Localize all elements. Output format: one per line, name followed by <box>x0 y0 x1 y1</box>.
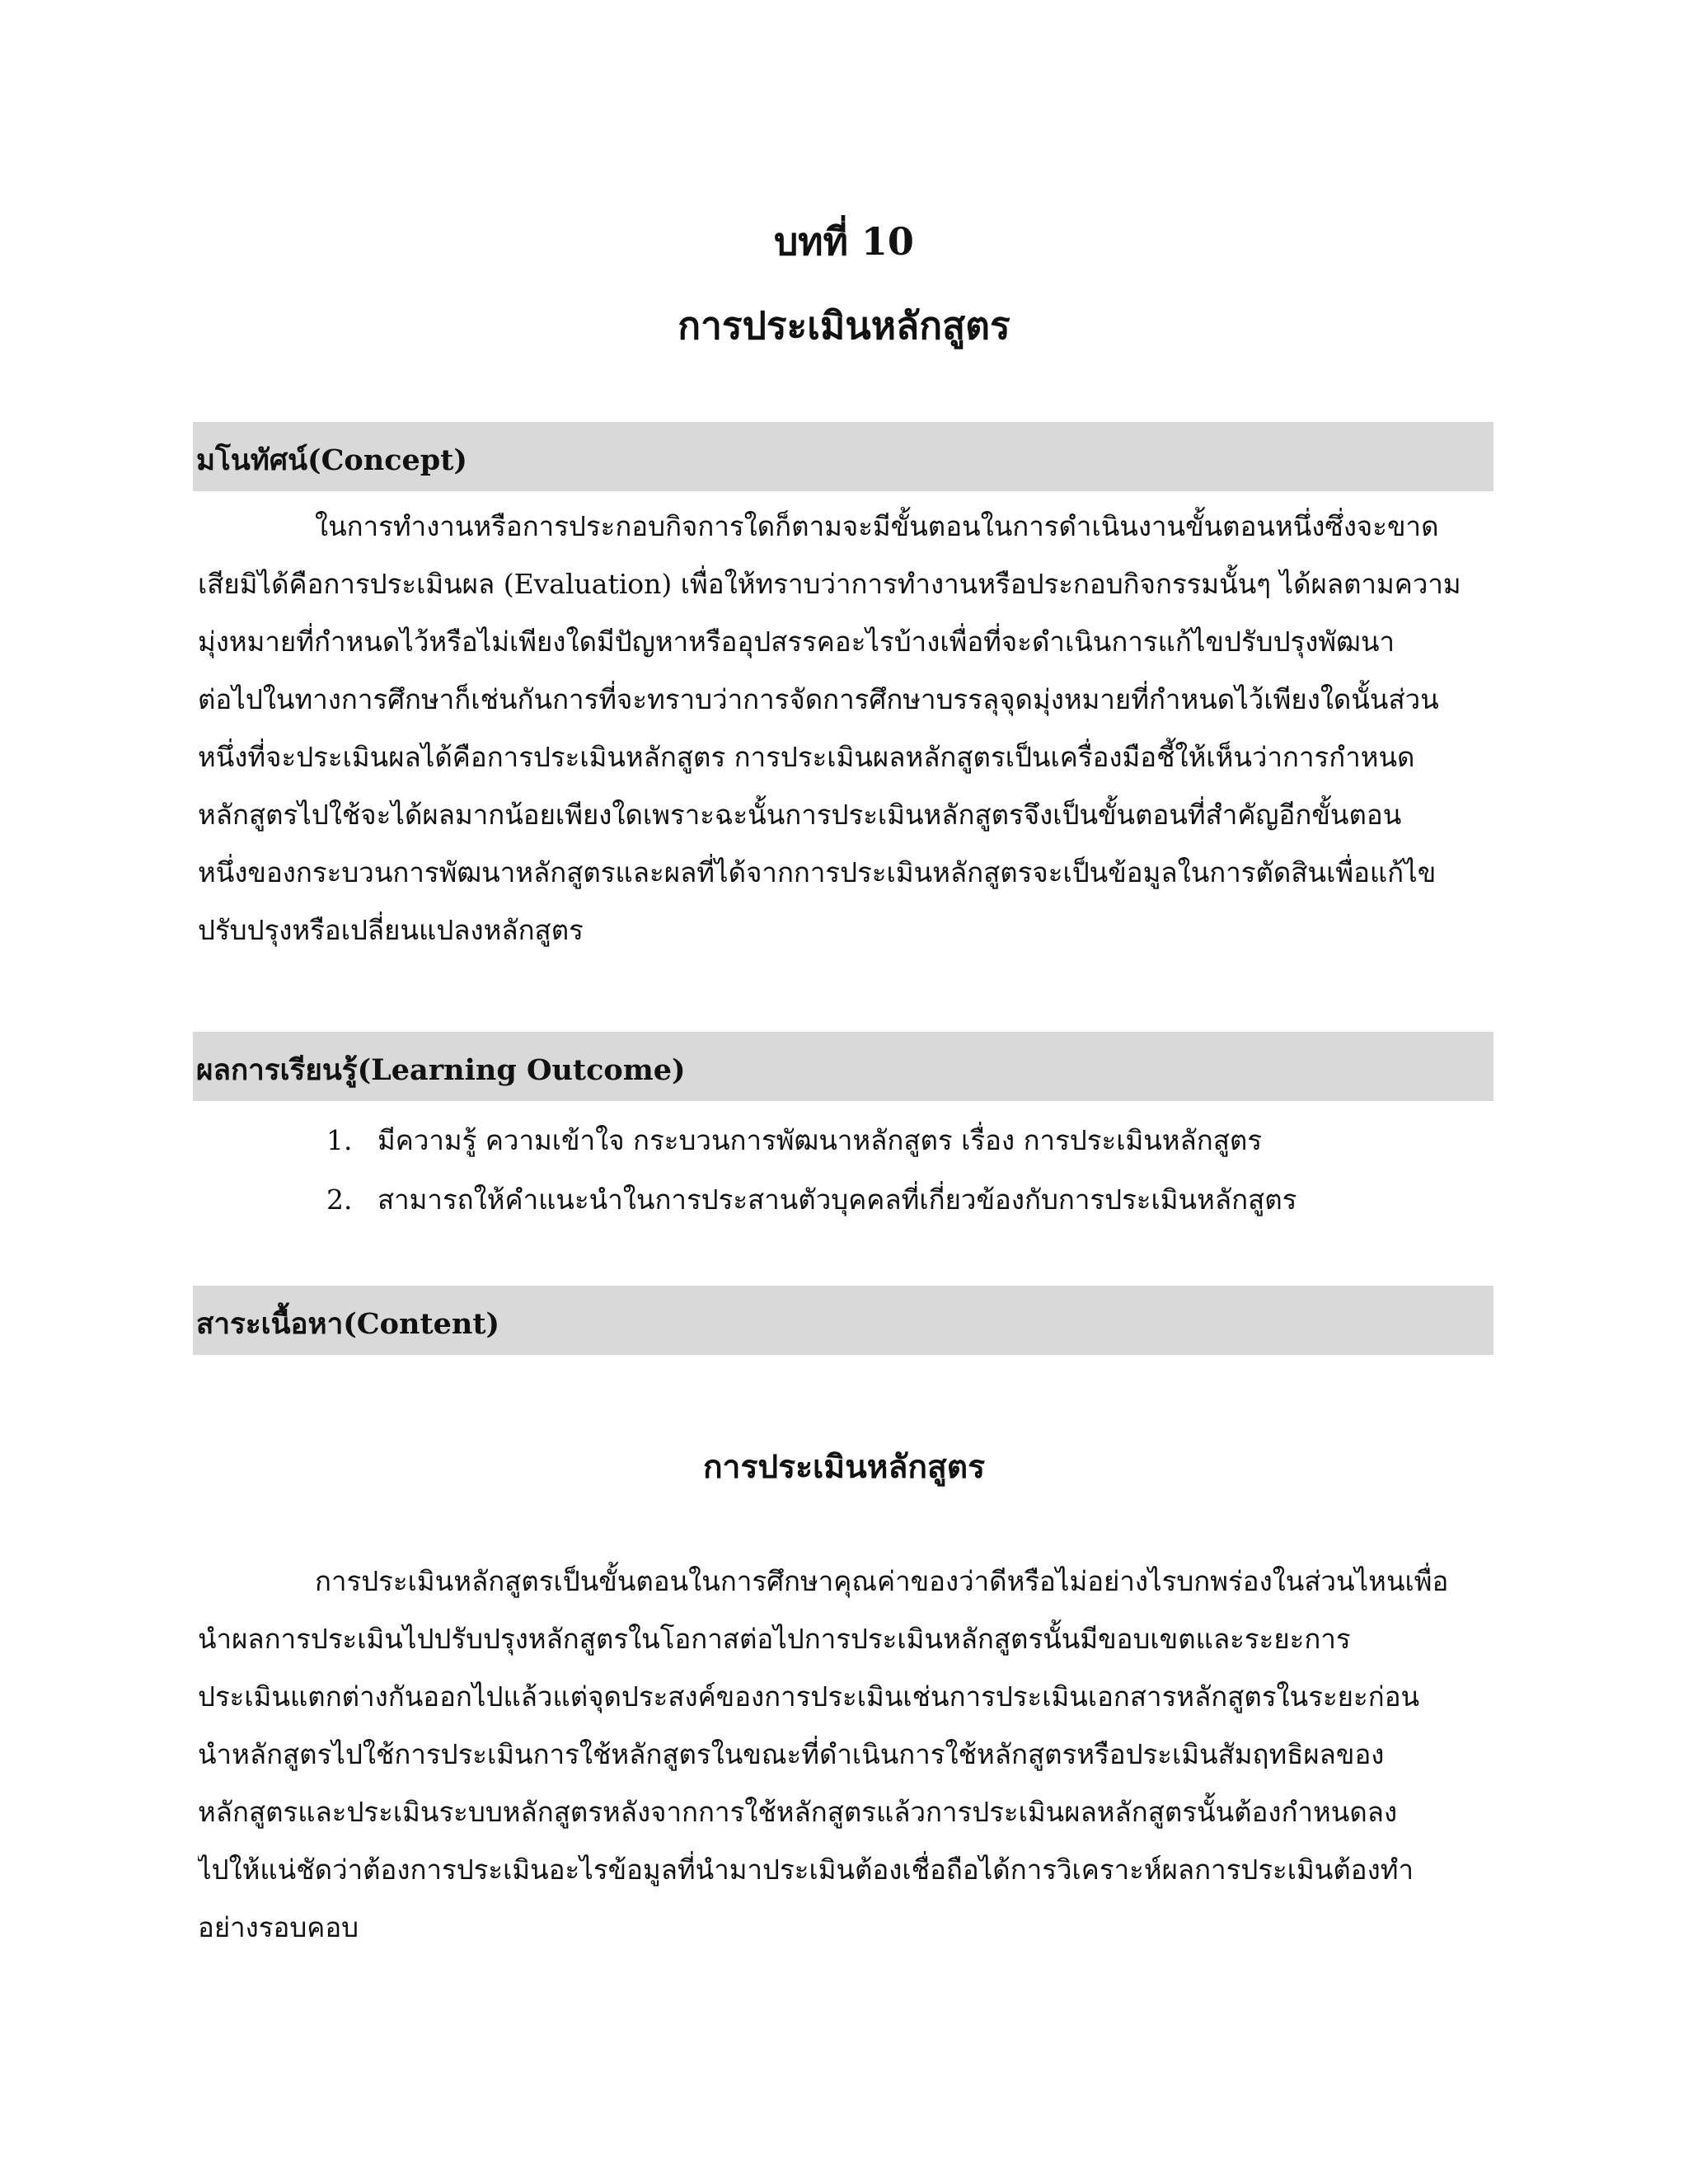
list-item <box>326 1170 1296 1230</box>
list-number: 1. <box>326 1124 353 1156</box>
chapter-title: การประเมินหลักสูตร <box>678 303 1010 348</box>
paragraph-line: หนึ่งที่จะประเมินผลได้คือการประเมินหลักสูตร การประเมินผลหลักสูตรเป็นเครื่องมือชี้ให้เห็นว่าการกำหนด <box>198 741 1415 773</box>
learning-outcome-list <box>326 1111 1296 1230</box>
paragraph-line: หลักสูตรและประเมินระบบหลักสูตรหลังจากการใช้หลักสูตรแล้วการประเมินผลหลักสูตรนั้นต้องกำหนดลง <box>198 1796 1398 1828</box>
paragraph-line: หลักสูตรไปใช้จะได้ผลมากน้อยเพียงใดเพราะฉะนั้นการประเมินหลักสูตรจึงเป็นขั้นตอนที่สำคัญอีกขั้นตอน <box>198 799 1402 831</box>
list-text: มีความรู้ ความเข้าใจ กระบวนการพัฒนาหลักสูตร เรื่อง การประเมินหลักสูตร <box>377 1124 1263 1156</box>
list-text: สามารถให้คำแนะนำในการประสานตัวบุคคลที่เกี่ยวข้องกับการประเมินหลักสูตร <box>377 1183 1297 1216</box>
concept-heading: มโนทัศน์(Concept) <box>193 422 1493 491</box>
list-number: 2. <box>326 1183 353 1216</box>
paragraph-line: นำผลการประเมินไปปรับปรุงหลักสูตรในโอกาสต่อไปการประเมินหลักสูตรนั้นมีขอบเขตและระยะการ <box>198 1623 1351 1655</box>
content-paragraph <box>198 1553 1492 1957</box>
list-item <box>326 1111 1296 1170</box>
learning-outcome-heading: ผลการเรียนรู้(Learning Outcome) <box>193 1032 1493 1101</box>
paragraph-line: ต่อไปในทางการศึกษาก็เช่นกันการที่จะทราบว่าการจัดการศึกษาบรรลุจุดมุ่งหมายที่กำหนดไว้เพียงใดนั้นส่วน <box>198 683 1439 715</box>
paragraph-line: ไปให้แน่ชัดว่าต้องการประเมินอะไรข้อมูลที่นำมาประเมินต้องเชื่อถือได้การวิเคราะห์ผลการประเมินต้องทำ <box>198 1854 1414 1886</box>
paragraph-line: การประเมินหลักสูตรเป็นขั้นตอนในการศึกษาคุณค่าของว่าดีหรือไม่อย่างไรบกพร่องในส่วนไหนเพื่อ <box>315 1565 1449 1597</box>
paragraph-line: มุ่งหมายที่กำหนดไว้หรือไม่เพียงใดมีปัญหาหรืออุปสรรคอะไรบ้างเพื่อที่จะดำเนินการแก้ไขปรับปรุงพัฒนา <box>198 626 1395 658</box>
paragraph-line: ในการทำงานหรือการประกอบกิจการใดก็ตามจะมีขั้นตอนในการดำเนินงานขั้นตอนหนึ่งซึ่งจะขาด <box>315 510 1439 542</box>
paragraph-line: อย่างรอบคอบ <box>198 1911 359 1943</box>
content-subheading: การประเมินหลักสูตร <box>702 1448 986 1486</box>
concept-paragraph <box>198 498 1492 959</box>
paragraph-line: ปรับปรุงหรือเปลี่ยนแปลงหลักสูตร <box>198 914 584 946</box>
content-heading: สาระเนื้อหา(Content) <box>193 1286 1493 1355</box>
paragraph-line: นำหลักสูตรไปใช้การประเมินการใช้หลักสูตรในขณะที่ดำเนินการใช้หลักสูตรหรือประเมินสัมฤทธิผลของ <box>198 1738 1385 1770</box>
paragraph-line: หนึ่งของกระบวนการพัฒนาหลักสูตรและผลที่ได้จากการประเมินหลักสูตรจะเป็นข้อมูลในการตัดสินเพื่อแก้ไข <box>198 856 1437 888</box>
chapter-number: บทที่ 10 <box>774 219 914 264</box>
paragraph-line: เสียมิได้คือการประเมินผล (Evaluation) เพื่อให้ทราบว่าการทำงานหรือประกอบกิจกรรมนั้นๆ ได้ผลตามความ <box>198 568 1461 600</box>
paragraph-line: ประเมินแตกต่างกันออกไปแล้วแต่จุดประสงค์ของการประเมินเช่นการประเมินเอกสารหลักสูตรในระยะก่อน <box>198 1680 1420 1713</box>
